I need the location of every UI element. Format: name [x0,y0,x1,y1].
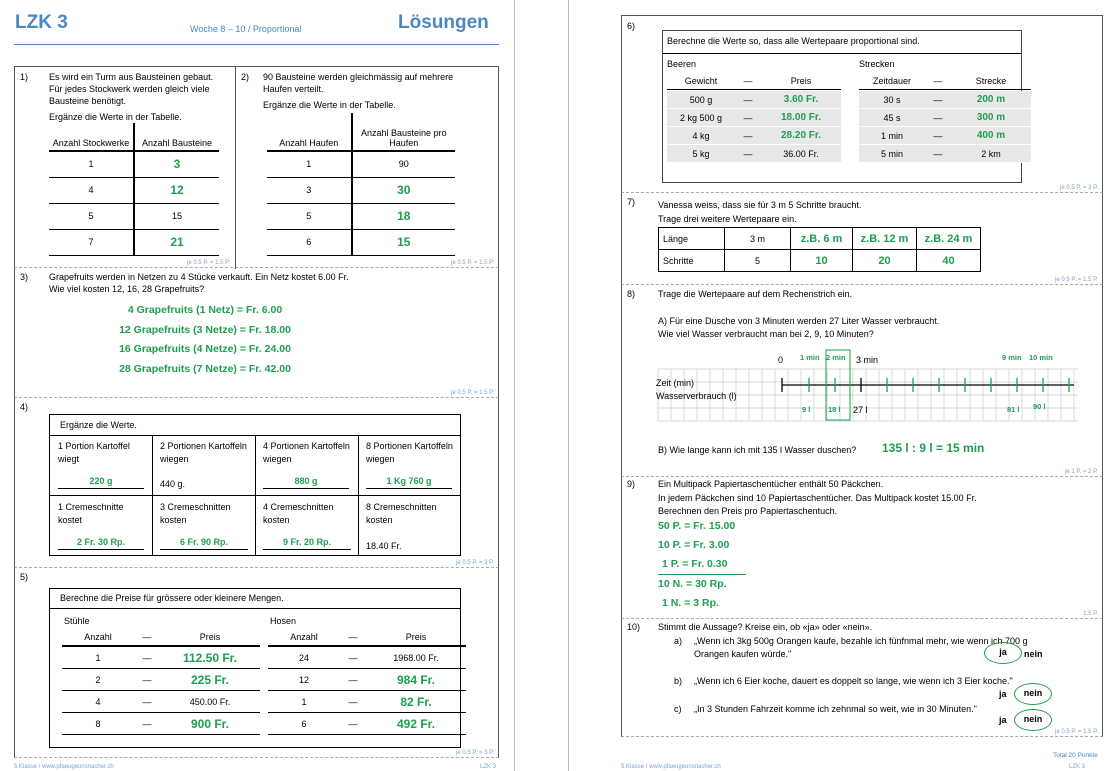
water-label-18l: 18 l [828,405,841,414]
q4-label: 1 Cremeschnitte kostet [58,502,124,525]
q1-text-line: Es wird ein Turm aus Bausteinen gebaut. [49,72,214,82]
q9-answer: 50 P. = Fr. 15.00 [658,520,736,532]
value-cell: 4 kg [692,131,710,141]
value-cell: 36.00 Fr. [783,149,819,159]
q8-points: je 1 P. = 2 P. [1065,469,1098,475]
q2-header-2: Anzahl Bausteine pro Haufen [352,113,455,151]
q2-number: 2) [241,72,250,82]
answer-nein-circled[interactable]: nein [1014,709,1052,731]
q3-answer: 4 Grapefruits (1 Netz) = Fr. 6.00 [127,304,283,316]
q2-points: je 0.5 P. = 1.5 P. [451,260,494,266]
q10-title: Stimmt die Aussage? Kreise ein, ob «ja» oder «nein». [658,622,873,632]
tick-label-2min: 2 min [826,353,846,362]
q7-table [658,227,981,272]
q4-rule [152,435,153,555]
q2-cell: 5 [267,203,352,229]
q8-box [621,285,1103,477]
q5-number: 5) [20,572,29,582]
dash-cell: — [142,697,152,707]
q9-points: 1.5 P. [1083,611,1098,617]
q3-answers [15,301,395,379]
tick-label-9min: 9 min [1002,353,1022,362]
q4-label: 1 Portion Kartoffel wiegt [58,441,130,464]
header-cell: Preis [405,632,427,642]
q4-label: 2 Portionen Kartoffeln wiegen [160,441,247,464]
q1-cell: 1 [49,151,134,177]
header-cell: Gewicht [684,76,718,86]
q7-cell: Schritte [659,250,725,272]
answer-cell: 28.20 Fr. [780,130,822,141]
solutions-label: Lösungen [398,12,489,33]
q1-answer: 12 [134,177,219,203]
q7-answer: z.B. 24 m [917,228,981,250]
value-cell: 1968.00 Fr. [393,653,439,663]
value-cell: 2 km [981,149,1001,159]
tick-label-3min: 3 min [856,355,879,365]
q9-answer: 1 P. = Fr. 0.30 [658,555,746,575]
q8-axis-labels [656,377,737,403]
q7-answer: 20 [853,250,917,272]
q1-q2-box [14,66,499,268]
footer-left: 5.Klasse / www.pfaeugeunsnacher.ch [14,764,114,770]
value-cell: 30 s [883,95,901,105]
tick-label-zero: 0 [778,355,784,365]
q3-text-line: Grapefruits werden in Netzen zu 4 Stücke verkauft. Ein Netz kostet 6.00 Fr. [49,272,349,282]
page-right [568,0,1117,771]
water-label-81l: 81 l [1007,405,1020,414]
answer-ja-circled[interactable]: ja [984,642,1022,664]
q4-answer: 6 Fr. 90 Rp. [160,536,248,550]
table-rule [859,89,1031,90]
answer-cell: 112.50 Fr. [182,651,238,665]
q5-table-a-name: Stühle [64,616,90,626]
header-cell: Anzahl [84,632,112,642]
header-rule [14,44,499,45]
q7-cell: Länge [659,228,725,250]
q1-text-line: Bausteine benötigt. [49,96,127,106]
value-cell: 5 min [880,149,903,159]
q1-answer: 3 [134,151,219,177]
answer-cell: 900 Fr. [190,717,230,731]
q5-frame [49,588,461,748]
q8-answer: 135 l : 9 l = 15 min [882,441,985,455]
q1-answer: 21 [134,229,219,255]
q8-text-line: A) Für eine Dusche von 3 Minuten werden 27 Liter Wasser verbraucht. [658,316,940,326]
q6-table-b-name: Strecken [859,59,895,69]
q2-text-line: Haufen verteilt. [263,84,324,94]
q4-frame [49,414,461,556]
answer-cell: 200 m [976,94,1006,105]
q6-rule [663,53,1021,54]
q7-box [621,193,1103,285]
answer-cell: 18.00 Fr. [780,112,822,123]
q10-item-a-text [694,635,1028,661]
q4-label: 8 Portionen Kartoffeln wiegen [366,441,453,464]
dash-cell: — [933,95,943,105]
dash-cell: — [142,719,152,729]
q7-answer: z.B. 12 m [853,228,917,250]
total-points: Total 20 Punkte [1053,752,1098,759]
q7-number: 7) [627,197,636,207]
q4-title: Ergänze die Werte. [60,420,137,430]
q7-text [658,198,861,226]
header-cell: Preis [790,76,812,86]
dash-cell: — [348,719,358,729]
q1-cell: 4 [49,177,134,203]
page-left [0,0,515,771]
q9-text-line: In jedem Päckchen sind 10 Papiertaschentücher. Das Multipack kostet 15.00 Fr. [658,492,977,503]
q5-box [14,568,499,758]
q3-box [14,268,499,398]
q5-rule [50,608,460,609]
value-cell: 450.00 Fr. [189,697,231,707]
answer-cell: 225 Fr. [190,673,230,687]
dash-cell: — [743,76,753,86]
q4-value: 440 g. [160,479,186,489]
q8-part-a [658,315,939,341]
q3-points: je 0.5 P. = 1.5 P. [451,390,494,396]
wasser-label: Wasserverbrauch (l) [656,391,737,401]
q1-text [49,71,213,123]
footer-left: 5.Klasse / www.pfaeugeunsnacher.ch [621,764,721,770]
value-cell: 24 [298,653,309,663]
q10-points: je 0.5 P. = 1.5 P. [1055,729,1098,735]
q6-box [621,15,1103,193]
q-divider [235,67,236,269]
dash-cell: — [142,632,152,642]
dash-cell: — [933,131,943,141]
value-cell: 45 s [883,113,901,123]
dash-cell: — [348,697,358,707]
q8-title: Trage die Wertepaare auf dem Rechenstrich ein. [658,289,853,299]
q8-text-line: Wie viel Wasser verbraucht man bei 2, 9, 10 Minuten? [658,329,874,339]
value-cell: 8 [95,719,101,729]
q7-text-line: Vanessa weiss, dass sie für 3 m 5 Schritte braucht. [658,200,862,210]
header-cell: Anzahl [290,632,318,642]
q2-answer: 18 [352,203,455,229]
answer-cell: 492 Fr. [396,717,436,731]
q3-number: 3) [20,272,29,282]
q3-answer: 28 Grapefruits (7 Netze) = Fr. 42.00 [119,362,291,375]
tick-label-1min: 1 min [800,353,820,362]
q2-header-1: Anzahl Haufen [267,113,352,151]
q2-cell: 6 [267,229,352,255]
q1-instruction: Ergänze die Werte in der Tabelle. [49,112,182,122]
q9-answer: 1 N. = 3 Rp. [662,597,719,609]
q2-cell: 3 [267,177,352,203]
dash-cell: — [743,95,753,105]
q9-number: 9) [627,479,636,489]
q9-box [621,477,1103,619]
q1-number: 1) [20,72,29,82]
q4-box [14,398,499,568]
value-cell: 1 min [880,131,903,141]
header-cell: Strecke [975,76,1007,86]
doc-subtitle: Woche 8 – 10 / Proportional [190,24,302,34]
q7-cell: 5 [725,250,791,272]
water-label-27l: 27 l [853,405,868,415]
value-cell: 12 [298,675,309,685]
value-cell: 4 [95,697,101,707]
footer-right: LZK 3 [1069,764,1086,770]
q9-text-line: Berechnen den Preis pro Papiertaschentuch. [658,506,838,516]
table-rule [667,89,841,90]
tick-label-10min: 10 min [1029,353,1053,362]
value-cell: 6 [301,719,307,729]
zeit-label: Zeit (min) [656,378,694,388]
q2-text [263,71,453,111]
q10-text-line: „Wenn ich 6 Eier koche, dauert es doppelt so lange, wie wenn ich 3 Eier koche." [694,676,1013,686]
answer-cell: 3.60 Fr. [783,94,819,105]
q10-text-line: Orangen kaufen würde." [694,649,792,659]
q6-title: Berechne die Werte so, dass alle Wertepaare proportional sind. [667,36,920,46]
answer-cell: 300 m [976,112,1006,123]
header-cell: Zeitdauer [872,76,912,86]
q4-label: 4 Portionen Kartoffeln wiegen [263,441,350,464]
value-cell: 1 [301,697,307,707]
doc-title: LZK 3 [15,12,68,33]
q5-title: Berechne die Preise für grössere oder kleinere Mengen. [60,593,284,603]
q2-cell: 90 [352,151,455,177]
q10-key: a) [674,636,683,646]
q9-answer: 10 P. = Fr. 3.00 [658,539,730,551]
answer-nein[interactable]: nein [1024,649,1043,659]
dash-cell: — [348,653,358,663]
q2-cell: 1 [267,151,352,177]
dash-cell: — [933,113,943,123]
q2-text-line: 90 Bausteine werden gleichmässig auf mehrere [263,72,454,82]
q4-answer: 1 Kg 760 g [366,475,452,489]
q3-answer: 12 Grapefruits (3 Netze) = Fr. 18.00 [119,323,291,336]
q10-number: 10) [627,622,641,632]
q3-text-line: Wie viel kosten 12, 16, 28 Grapefruits? [49,284,205,294]
q10-text-line: „In 3 Stunden Fahrzeit komme ich zehnmal so weit, wie in 30 Minuten." [694,704,977,714]
q3-answer: 16 Grapefruits (4 Netze) = Fr. 24.00 [119,343,291,355]
q10-key: c) [674,704,682,714]
dash-cell: — [743,113,753,123]
answer-cell: 82 Fr. [400,695,432,709]
q9-text [658,478,977,519]
q6-table-a-name: Beeren [667,59,697,69]
q4-label: 4 Cremeschnitten kosten [263,502,334,525]
q9-answer: 10 N. = 30 Rp. [658,578,727,590]
value-cell: 5 kg [692,149,710,159]
value-cell: 2 [95,675,101,685]
q2-table [267,113,455,256]
value-cell: 1 [95,653,101,663]
answer-ja[interactable]: ja [999,715,1007,725]
q1-header-2: Anzahl Bausteine [134,123,219,151]
q1-cell: 5 [49,203,134,229]
q2-answer: 15 [352,229,455,255]
dash-cell: — [348,675,358,685]
q4-answer: 220 g [58,475,144,489]
q2-answer: 30 [352,177,455,203]
q9-answers [658,517,746,613]
q3-text [49,271,349,295]
q4-number: 4) [20,402,29,412]
dash-cell: — [142,675,152,685]
header-cell: Preis [199,632,221,642]
value-cell: 500 g [689,95,713,105]
q4-answer: 2 Fr. 30 Rp. [58,536,144,550]
q7-answer: 10 [791,250,853,272]
q2-instruction: Ergänze die Werte in der Tabelle. [263,100,396,110]
q4-points: je 0.5 P. = 3 P. [456,560,494,566]
value-cell: 2 kg 500 g [679,113,723,123]
q1-table [49,123,219,256]
q1-text-line: Für jedes Stockwerk werden gleich viele [49,84,210,94]
q4-answer: 880 g [263,475,349,489]
q10-item-a [674,635,682,648]
q10-key: b) [674,676,683,686]
water-label-9l: 9 l [802,405,811,414]
answer-cell: 984 Fr. [396,673,436,687]
q5-table-b-name: Hosen [270,616,297,626]
q7-answer: z.B. 6 m [791,228,853,250]
q1-header-1: Anzahl Stockwerke [49,123,134,151]
dash-cell: — [142,653,152,663]
answer-cell: 400 m [976,130,1006,141]
q4-rule [358,435,359,555]
footer-right: LZK 3 [480,764,497,770]
dash-cell: — [743,149,753,159]
water-label-90l: 90 l [1033,402,1046,411]
q7-cell: 3 m [725,228,791,250]
dash-cell: — [743,131,753,141]
dash-cell: — [933,149,943,159]
q8-part-b: B) Wie lange kann ich mit 135 l Wasser duschen? [658,445,857,455]
q6-number: 6) [627,21,636,31]
q10-text-line: „Wenn ich 3kg 500g Orangen kaufe, bezahle ich fünfnmal mehr, wie wenn ich 700 g [694,636,1028,646]
q7-points: je 0.5 P. = 1.5 P. [1055,277,1098,283]
dash-cell: — [348,632,358,642]
q6-frame [662,30,1022,183]
q5-points: je 0.5 P. = 3 P. [456,750,494,756]
answer-nein-circled[interactable]: nein [1014,683,1052,705]
q4-label: 3 Cremeschnitten kosten [160,502,231,525]
q1-cell: 7 [49,229,134,255]
q9-text-line: Ein Multipack Papiertaschentücher enthält 50 Päckchen. [658,479,884,489]
q8-number: 8) [627,289,636,299]
q4-label: 8 Cremeschnitten kosten [366,502,437,525]
q4-value: 18.40 Fr. [366,541,402,551]
q4-rule [255,435,256,555]
dash-cell: — [933,76,943,86]
q1-cell: 15 [134,203,219,229]
q7-text-line: Trage drei weitere Wertepaare ein. [658,214,797,224]
q1-points: je 0.5 P. = 1.5 P. [187,260,230,266]
q6-points: je 0.5 P. = 3 P. [1060,185,1098,191]
q7-answer: 40 [917,250,981,272]
q10-box [621,619,1103,737]
answer-ja[interactable]: ja [999,689,1007,699]
q4-answer: 9 Fr. 20 Rp. [263,536,351,550]
